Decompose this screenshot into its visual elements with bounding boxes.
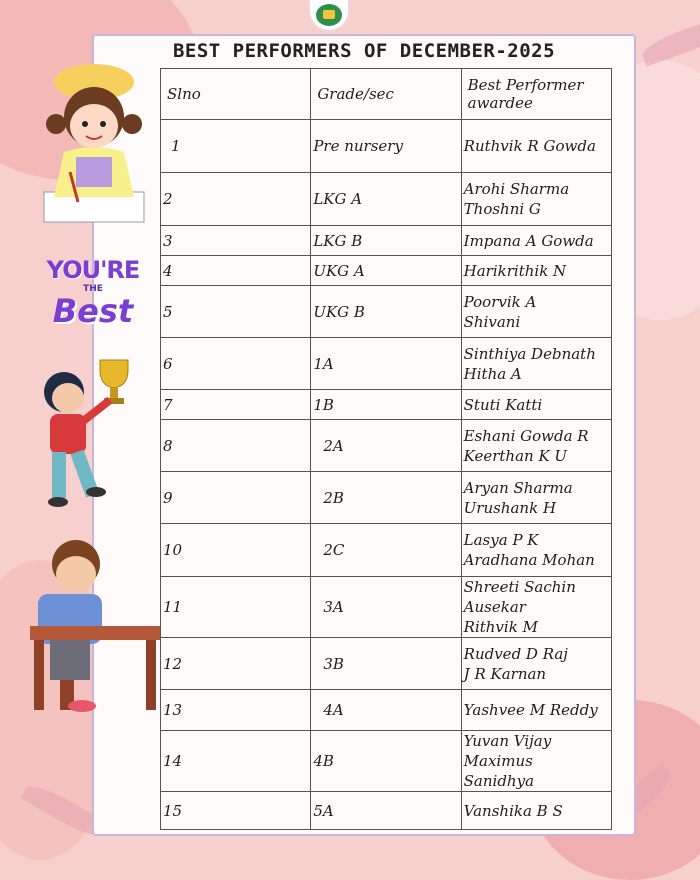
row-grade: Pre nursery <box>311 120 461 173</box>
row-grade: LKG A <box>311 173 461 226</box>
table-row <box>161 420 612 472</box>
table-row <box>161 338 612 390</box>
row-awardees <box>461 173 611 226</box>
row-grade: 3B <box>311 638 461 690</box>
row-grade: LKG B <box>311 226 461 256</box>
table-row <box>161 690 612 731</box>
table-row <box>161 173 612 226</box>
awardee-name: Harikrithik N <box>463 261 567 280</box>
row-grade: UKG B <box>311 286 461 338</box>
awardee-name: Thoshni G <box>463 200 541 218</box>
row-awardees <box>461 420 611 472</box>
boy-studying-illustration <box>20 530 162 720</box>
performers-table <box>160 68 612 830</box>
row-awardees <box>461 638 611 690</box>
awardee-name: Rithvik M <box>463 618 538 636</box>
awardee-name: Aradhana Mohan <box>463 551 595 569</box>
row-slno: 12 <box>161 638 311 690</box>
row-slno: 15 <box>161 792 311 830</box>
row-slno: 8 <box>161 420 311 472</box>
row-grade: 5A <box>311 792 461 830</box>
awardee-name: Sinthiya Debnath <box>463 344 596 363</box>
table-row <box>161 792 612 830</box>
header-awardee: Best Performer awardee <box>461 69 611 120</box>
table-row <box>161 226 612 256</box>
awardee-name: Ruthvik R Gowda <box>463 137 596 155</box>
row-grade: 2A <box>311 420 461 472</box>
page-title: BEST PERFORMERS OF DECEMBER-2025 <box>172 40 556 62</box>
row-slno: 3 <box>161 226 311 256</box>
row-grade: 4A <box>311 690 461 731</box>
row-slno: 2 <box>161 173 311 226</box>
badge-line3: Best <box>52 292 134 330</box>
row-awardees <box>461 792 611 830</box>
row-grade: 2B <box>311 472 461 524</box>
row-grade: 3A <box>311 577 461 638</box>
awardee-name: Vanshika B S <box>463 801 563 820</box>
awardee-name: Keerthan K U <box>463 446 568 465</box>
table-row <box>161 286 612 338</box>
school-logo <box>310 0 348 30</box>
table-row <box>161 577 612 638</box>
header-slno: Slno <box>161 69 311 120</box>
awardee-name: Yashvee M Reddy <box>463 701 598 719</box>
row-awardees <box>461 524 611 577</box>
awardee-name: Hitha A <box>463 364 522 383</box>
header-grade: Grade/sec <box>311 69 461 120</box>
awardee-name: Sanidhya <box>463 772 535 790</box>
row-awardees <box>461 690 611 731</box>
awardee-name: J R Karnan <box>463 664 547 683</box>
table-row <box>161 638 612 690</box>
awardee-name: Arohi Sharma <box>463 180 570 198</box>
row-awardees <box>461 472 611 524</box>
awardee-name: Urushank H <box>463 498 557 517</box>
awardee-name: Lasya P K <box>463 531 539 549</box>
row-awardees <box>461 256 611 286</box>
row-awardees <box>461 338 611 390</box>
row-awardees <box>461 226 611 256</box>
badge-line1: YOU'RE <box>46 256 140 284</box>
row-grade: 1A <box>311 338 461 390</box>
row-grade: UKG A <box>311 256 461 286</box>
boy-trophy-illustration <box>38 352 150 517</box>
row-awardees <box>461 120 611 173</box>
awardee-name: Poorvik A <box>463 292 537 311</box>
awardee-name: Impana A Gowda <box>463 231 594 250</box>
youre-the-best-badge <box>38 256 148 328</box>
awardee-name: Yuvan Vijay Maximus <box>463 732 552 770</box>
row-slno: 6 <box>161 338 311 390</box>
row-slno: 4 <box>161 256 311 286</box>
table-row <box>161 524 612 577</box>
row-awardees <box>461 577 611 638</box>
awardee-name: Rudved D Raj <box>463 644 568 663</box>
table-row <box>161 256 612 286</box>
table-row <box>161 390 612 420</box>
awardee-name: Shivani <box>463 312 521 331</box>
row-slno: 9 <box>161 472 311 524</box>
row-slno: 5 <box>161 286 311 338</box>
table-row <box>161 731 612 792</box>
table-row <box>161 472 612 524</box>
leaf-decoration <box>639 15 700 66</box>
row-slno: 13 <box>161 690 311 731</box>
badge-line2: THE <box>83 284 103 294</box>
row-slno: 7 <box>161 390 311 420</box>
row-slno: 1 <box>161 120 311 173</box>
awardee-name: Eshani Gowda R <box>463 426 589 445</box>
row-grade: 1B <box>311 390 461 420</box>
table-row <box>161 120 612 173</box>
row-awardees <box>461 286 611 338</box>
girl-writing-illustration <box>34 52 154 227</box>
row-slno: 14 <box>161 731 311 792</box>
row-grade: 4B <box>311 731 461 792</box>
row-awardees <box>461 731 611 792</box>
row-grade: 2C <box>311 524 461 577</box>
table-header-row <box>161 69 612 120</box>
row-slno: 10 <box>161 524 311 577</box>
awardee-name: Aryan Sharma <box>463 478 573 497</box>
awardee-name: Stuti Katti <box>463 395 543 414</box>
awardee-name: Shreeti Sachin Ausekar <box>463 578 576 616</box>
row-awardees <box>461 390 611 420</box>
row-slno: 11 <box>161 577 311 638</box>
